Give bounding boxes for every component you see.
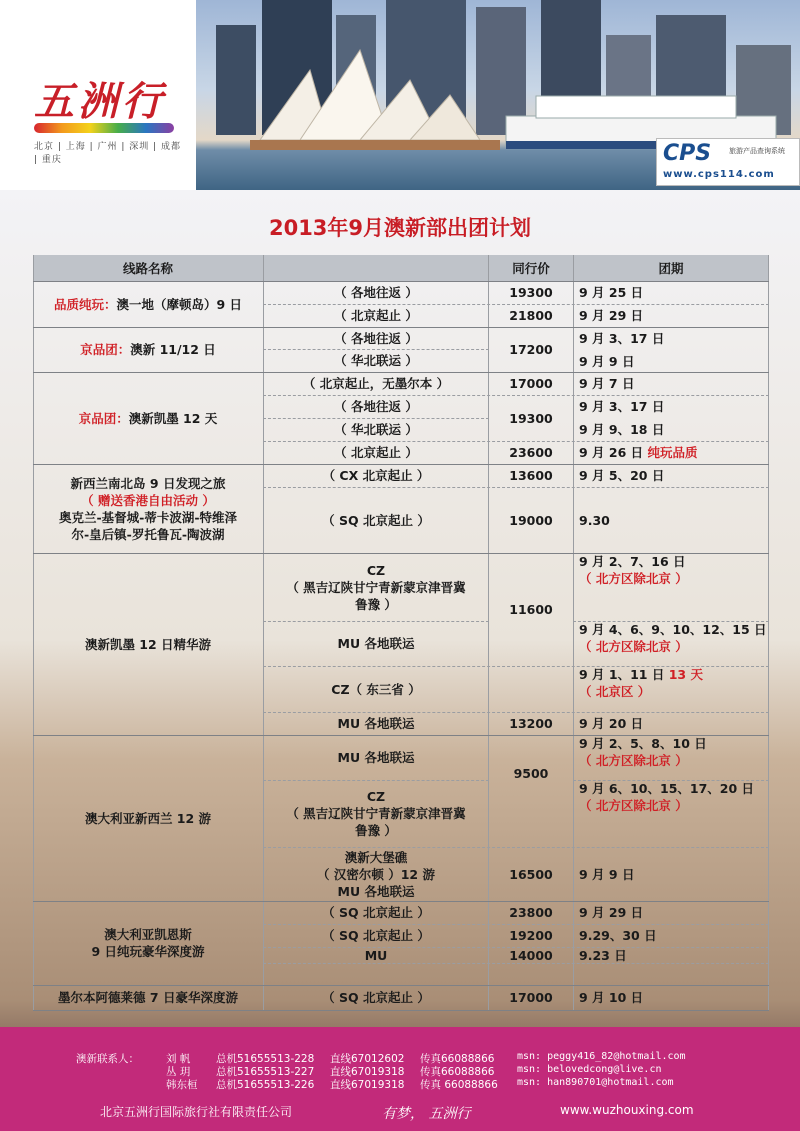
route-name xyxy=(33,372,263,464)
route-prefix: 京品团： xyxy=(80,342,131,357)
depart-cell: （ 华北联运 ） xyxy=(334,353,418,368)
depart-cell: （ 各地往返 ） xyxy=(334,330,418,346)
date-text: 9 月 4、6、9、10、12、15 日 xyxy=(579,622,767,637)
date-cell xyxy=(573,735,769,780)
price-cell: 16500 xyxy=(509,866,553,882)
contact-name: 刘 帆 xyxy=(166,1053,191,1065)
depart-text: 澳新大堡礁 xyxy=(344,849,408,865)
date-cell: 9 月 10 日 xyxy=(579,990,644,1005)
depart-cell: （ 各地往返 ） xyxy=(334,399,418,414)
depart-cell: （ 华北联运 ） xyxy=(334,422,418,437)
date-text: 9 月 2、7、16 日 xyxy=(579,554,686,569)
route-name xyxy=(33,901,263,985)
date-cell: 9 月 7 日 xyxy=(579,376,635,391)
header-price: 同行价 xyxy=(512,260,550,276)
date-cell: 9 月 3、17 日 xyxy=(579,331,665,346)
date-note: （ 北京区 ） xyxy=(579,684,651,699)
depart-cell: （ SQ 北京起止 ） xyxy=(322,512,430,528)
price-cell: 17000 xyxy=(509,376,553,391)
depart-cell: （ SQ 北京起止 ） xyxy=(322,990,430,1005)
depart-cell: （ SQ 北京起止 ） xyxy=(322,928,430,943)
company-tagline: 有梦， 五洲行 xyxy=(382,1106,471,1122)
company-logo xyxy=(34,70,184,165)
cps-logo: CPS xyxy=(663,141,712,166)
route-text: 澳新 11/12 日 xyxy=(130,342,216,357)
route-itinerary: 尔-皇后镇-罗托鲁瓦-陶波湖 xyxy=(71,526,225,542)
price-cell: 11600 xyxy=(509,602,553,617)
date-note: （ 北方区除北京 ） xyxy=(579,798,688,813)
depart-cell: （ CX 北京起止 ） xyxy=(322,468,430,483)
route-name: 澳新凯墨 12 日精华游 xyxy=(84,636,212,652)
route-bonus: （ 赠送香港自由活动 ） xyxy=(81,492,215,508)
contact-fax: 传真66088866 xyxy=(420,1053,495,1065)
route-prefix: 品质纯玩： xyxy=(53,296,117,312)
date-text: 9 月 1、11 日 xyxy=(579,667,665,682)
date-cell: 9.30 xyxy=(579,512,610,528)
contact-msn[interactable]: msn: belovedcong@live.cn xyxy=(517,1064,662,1075)
depart-text: （ 汉密尔顿 ）12 游 xyxy=(317,866,435,882)
date-cell: 9 月 9 日 xyxy=(579,866,635,882)
schedule-table xyxy=(33,255,769,1011)
contact-name: 丛 玥 xyxy=(166,1066,191,1078)
logo-cities: 北京 | 上海 | 广州 | 深圳 | 成都 | 重庆 xyxy=(34,142,182,165)
footer-contact-bar xyxy=(0,1027,800,1131)
contact-fax: 传真66088866 xyxy=(420,1066,495,1078)
date-duration: 13 天 xyxy=(668,667,703,682)
header-date: 团期 xyxy=(658,260,684,276)
depart-cell: （ 北京起止 ） xyxy=(334,445,418,460)
contact-msn[interactable]: msn: han890701@hotmail.com xyxy=(517,1077,674,1088)
depart-region: （ 黑吉辽陕甘宁青新蒙京津晋冀 xyxy=(286,579,466,595)
price-cell: 21800 xyxy=(509,308,553,323)
date-cell: 9 月 20 日 xyxy=(579,716,644,731)
date-cell: 9 月 25 日 xyxy=(579,285,644,300)
depart-cell: MU 各地联运 xyxy=(337,716,415,731)
depart-cell: （ 各地往返 ） xyxy=(334,285,418,300)
date-cell xyxy=(573,666,769,712)
date-cell: 9 月 5、20 日 xyxy=(579,468,665,483)
contact-direct-phone: 直线67019318 xyxy=(330,1079,405,1091)
price-cell: 9500 xyxy=(513,766,549,781)
price-cell: 23600 xyxy=(509,445,553,460)
date-note: 纯玩品质 xyxy=(647,445,698,460)
contact-fax: 传真 66088866 xyxy=(420,1079,498,1091)
date-cell xyxy=(573,441,769,464)
price-cell: 19300 xyxy=(509,285,553,300)
depart-cell xyxy=(263,780,489,847)
route-itinerary: 奥克兰-基督城-蒂卡波湖-特维泽 xyxy=(58,509,238,525)
date-cell xyxy=(573,780,769,847)
contact-label: 澳新联系人： xyxy=(76,1053,139,1065)
route-text: 9 日纯玩豪华深度游 xyxy=(91,944,205,959)
contact-direct-phone: 直线67012602 xyxy=(330,1053,405,1065)
date-cell: 9 月 29 日 xyxy=(579,905,644,920)
depart-airline: CZ xyxy=(366,789,386,804)
price-cell: 14000 xyxy=(509,947,553,963)
route-text: 澳一地（摩顿岛）9 日 xyxy=(116,296,243,312)
route-text: 澳新凯墨 12 天 xyxy=(128,410,218,426)
depart-airline: CZ xyxy=(366,562,386,578)
depart-cell: MU xyxy=(364,947,388,963)
date-note: （ 北方区除北京 ） xyxy=(579,753,688,768)
depart-cell: （ SQ 北京起止 ） xyxy=(322,905,430,920)
date-cell: 9 月 9、18 日 xyxy=(579,422,665,437)
price-cell: 19200 xyxy=(509,928,553,943)
route-name xyxy=(33,327,263,372)
header-route: 线路名称 xyxy=(122,260,173,276)
cps-subtitle: 旅游产品查询系统 xyxy=(729,147,785,155)
depart-cell: （ 北京起止 ） xyxy=(334,308,418,323)
contact-direct-phone: 直线67019318 xyxy=(330,1066,405,1078)
price-cell: 13600 xyxy=(509,468,553,483)
price-cell: 19300 xyxy=(509,410,553,426)
route-text: 澳大利亚凯恩斯 xyxy=(104,927,192,942)
contact-main-phone: 总机51655513-228 xyxy=(216,1053,315,1065)
date-text: 9 月 26 日 xyxy=(579,445,644,460)
company-website[interactable]: www.wuzhouxing.com xyxy=(560,1103,694,1117)
date-note: （ 北方区除北京 ） xyxy=(579,639,688,654)
company-name: 北京五洲行国际旅行社有限责任公司 xyxy=(100,1105,293,1119)
logo-text: 五洲行 xyxy=(34,78,166,125)
route-name xyxy=(33,281,263,327)
date-cell: 9 月 29 日 xyxy=(579,308,644,323)
date-cell: 9.29、30 日 xyxy=(579,928,657,943)
depart-cell: MU 各地联运 xyxy=(337,636,415,651)
contact-name: 韩东桓 xyxy=(166,1079,198,1091)
depart-cell: MU 各地联运 xyxy=(337,750,415,765)
depart-region: 鲁豫 ） xyxy=(355,823,397,838)
date-cell xyxy=(573,621,769,666)
contact-main-phone: 总机51655513-226 xyxy=(216,1079,315,1091)
depart-text: MU 各地联运 xyxy=(337,883,415,899)
price-cell: 17000 xyxy=(509,990,553,1005)
cps-badge xyxy=(656,138,800,186)
table-bottom xyxy=(33,1010,769,1011)
date-cell: 9.23 日 xyxy=(579,947,627,963)
price-cell: 19000 xyxy=(509,512,553,528)
price-cell: 13200 xyxy=(509,716,553,731)
contact-msn[interactable]: msn: peggy416_82@hotmail.com xyxy=(517,1051,686,1062)
contact-main-phone: 总机51655513-227 xyxy=(216,1066,315,1078)
route-text: 新西兰南北岛 9 日发现之旅 xyxy=(70,475,226,491)
cps-url: www.cps114.com xyxy=(663,169,775,180)
date-cell: 9 月 3、17 日 xyxy=(579,399,665,414)
route-prefix: 京品团： xyxy=(78,410,129,426)
depart-region: （ 黑吉辽陕甘宁青新蒙京津晋冀 xyxy=(286,806,466,821)
route-name xyxy=(33,464,263,553)
route-name: 墨尔本阿德莱德 7 日豪华深度游 xyxy=(58,990,238,1005)
depart-cell: CZ（ 东三省 ） xyxy=(331,681,421,697)
price-cell: 23800 xyxy=(509,905,553,920)
date-text-wrap xyxy=(579,666,703,683)
depart-cell: （ 北京起止，无墨尔本 ） xyxy=(302,376,450,391)
depart-cell xyxy=(263,847,489,901)
date-cell: 9 月 9 日 xyxy=(579,353,635,369)
route-name: 澳大利亚新西兰 12 游 xyxy=(84,810,212,826)
header-banner xyxy=(0,0,800,190)
depart-cell xyxy=(263,553,489,621)
price-cell: 17200 xyxy=(509,342,553,357)
page-title: 2013年9月澳新部出团计划 xyxy=(268,216,532,240)
date-text: 9 月 6、10、15、17、20 日 xyxy=(579,781,755,796)
depart-region: 鲁豫 ） xyxy=(355,596,397,612)
date-text: 9 月 2、5、8、10 日 xyxy=(579,736,707,751)
opera-house-icon xyxy=(250,40,500,150)
date-note: （ 北方区除北京 ） xyxy=(579,571,688,586)
date-cell xyxy=(573,553,769,621)
